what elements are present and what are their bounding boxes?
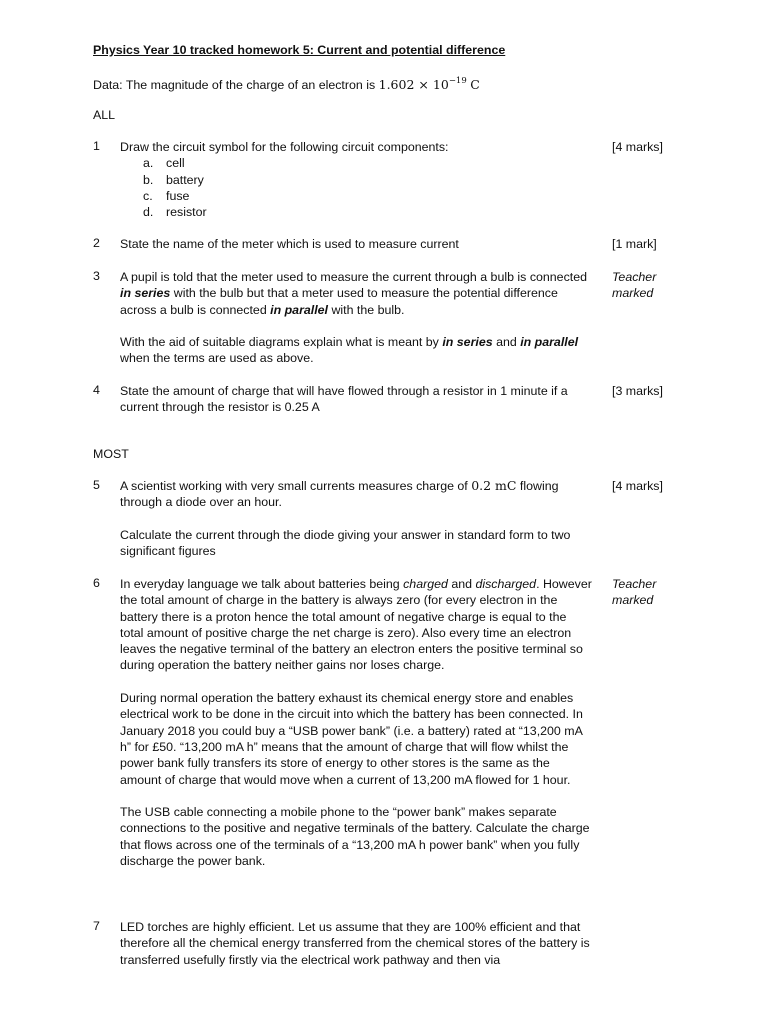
question-paragraph: With the aid of suitable diagrams explain what is meant by in series and in parallel when the terms are used as above.	[120, 335, 579, 366]
electron-charge-data	[93, 76, 480, 92]
data-prefix: Data: The magnitude of the charge of an electron is	[93, 78, 379, 92]
list-item: c. fuse	[143, 188, 190, 203]
marks-label: [1 mark]	[612, 237, 657, 251]
marks-label: [4 marks]	[612, 140, 663, 154]
marks-label: [4 marks]	[612, 479, 663, 493]
charge-mantissa: 1.602	[378, 77, 415, 92]
section-most-heading: MOST	[93, 447, 129, 461]
question-paragraph: In everyday language we talk about batteries being charged and discharged. However the total amount of charge in the battery is always zero (for every electron in the battery there is a proton hence the total amount of negative charge is equal to the total amount of positive charge the net charge is zero). Also every time an electron leaves the negative terminal of the battery an electron enters the positive terminal so during operation the battery neither gains nor loses charge.	[120, 577, 592, 673]
list-item: b. battery	[143, 172, 204, 187]
question-number: 5	[93, 478, 100, 492]
list-item: d. resistor	[143, 205, 207, 220]
list-item: a. cell	[143, 156, 185, 171]
page-title: Physics Year 10 tracked homework 5: Current and potential difference	[93, 43, 506, 57]
question-paragraph: During normal operation the battery exhaust its chemical energy store and enables electrical work to be done in the circuit into which the battery has been connected. In January 2018 you could buy a “USB power bank” (i.e. a battery) rated at “13,200 mA h” for £50. “13,200 mA h” means that the amount of charge that will flow whilst the power bank fully transfers its store of energy to other stores is the same as the amount of charge that would move when a current of 13,200 mA flowed for 1 hour.	[120, 691, 583, 787]
charge-base: 10	[432, 77, 449, 92]
teacher-marked-label: Teacher marked	[612, 270, 657, 301]
question-number: 4	[93, 383, 100, 397]
question-number: 2	[93, 236, 100, 250]
marks-label: [3 marks]	[612, 384, 663, 398]
question-paragraph: A scientist working with very small currents measures charge of 0.2 mC flowing through a diode over an hour.	[120, 478, 559, 510]
question-paragraph: The USB cable connecting a mobile phone to the “power bank” makes separate connections to the positive and negative terminals of the battery. Calculate the charge that flows across one of the terminals of a “13,200 mA h power bank” when you fully discharge the power bank.	[120, 805, 590, 869]
question-text: State the amount of charge that will have flowed through a resistor in 1 minute if a current through the resistor is 0.25 A	[120, 384, 568, 415]
component-list	[120, 155, 592, 220]
question-text: LED torches are highly efficient. Let us assume that they are 100% efficient and that therefore all the chemical energy transferred from the chemical stores of the battery is transferred usefully firstly via the electrical work pathway and then via	[120, 920, 590, 967]
question-number: 3	[93, 269, 100, 283]
charge-exponent: −19	[448, 76, 467, 86]
question-text: Draw the circuit symbol for the following circuit components:	[120, 140, 449, 154]
charge-unit: C	[470, 77, 480, 92]
question-number: 1	[93, 139, 100, 153]
question-paragraph: Calculate the current through the diode giving your answer in standard form to two significant figures	[120, 527, 571, 559]
question-paragraph: A pupil is told that the meter used to measure the current through a bulb is connected in series with the bulb but that a meter used to measure the potential difference across a bulb is connected in parallel with the bulb.	[120, 270, 587, 317]
question-text: State the name of the meter which is used to measure current	[120, 237, 459, 251]
charge-value: 0.2 mC	[471, 478, 517, 493]
question-number: 7	[93, 919, 100, 933]
section-all-heading: ALL	[93, 108, 116, 122]
teacher-marked-label: Teacher marked	[612, 577, 657, 608]
question-number: 6	[93, 576, 100, 590]
times-sign: ×	[418, 77, 429, 92]
